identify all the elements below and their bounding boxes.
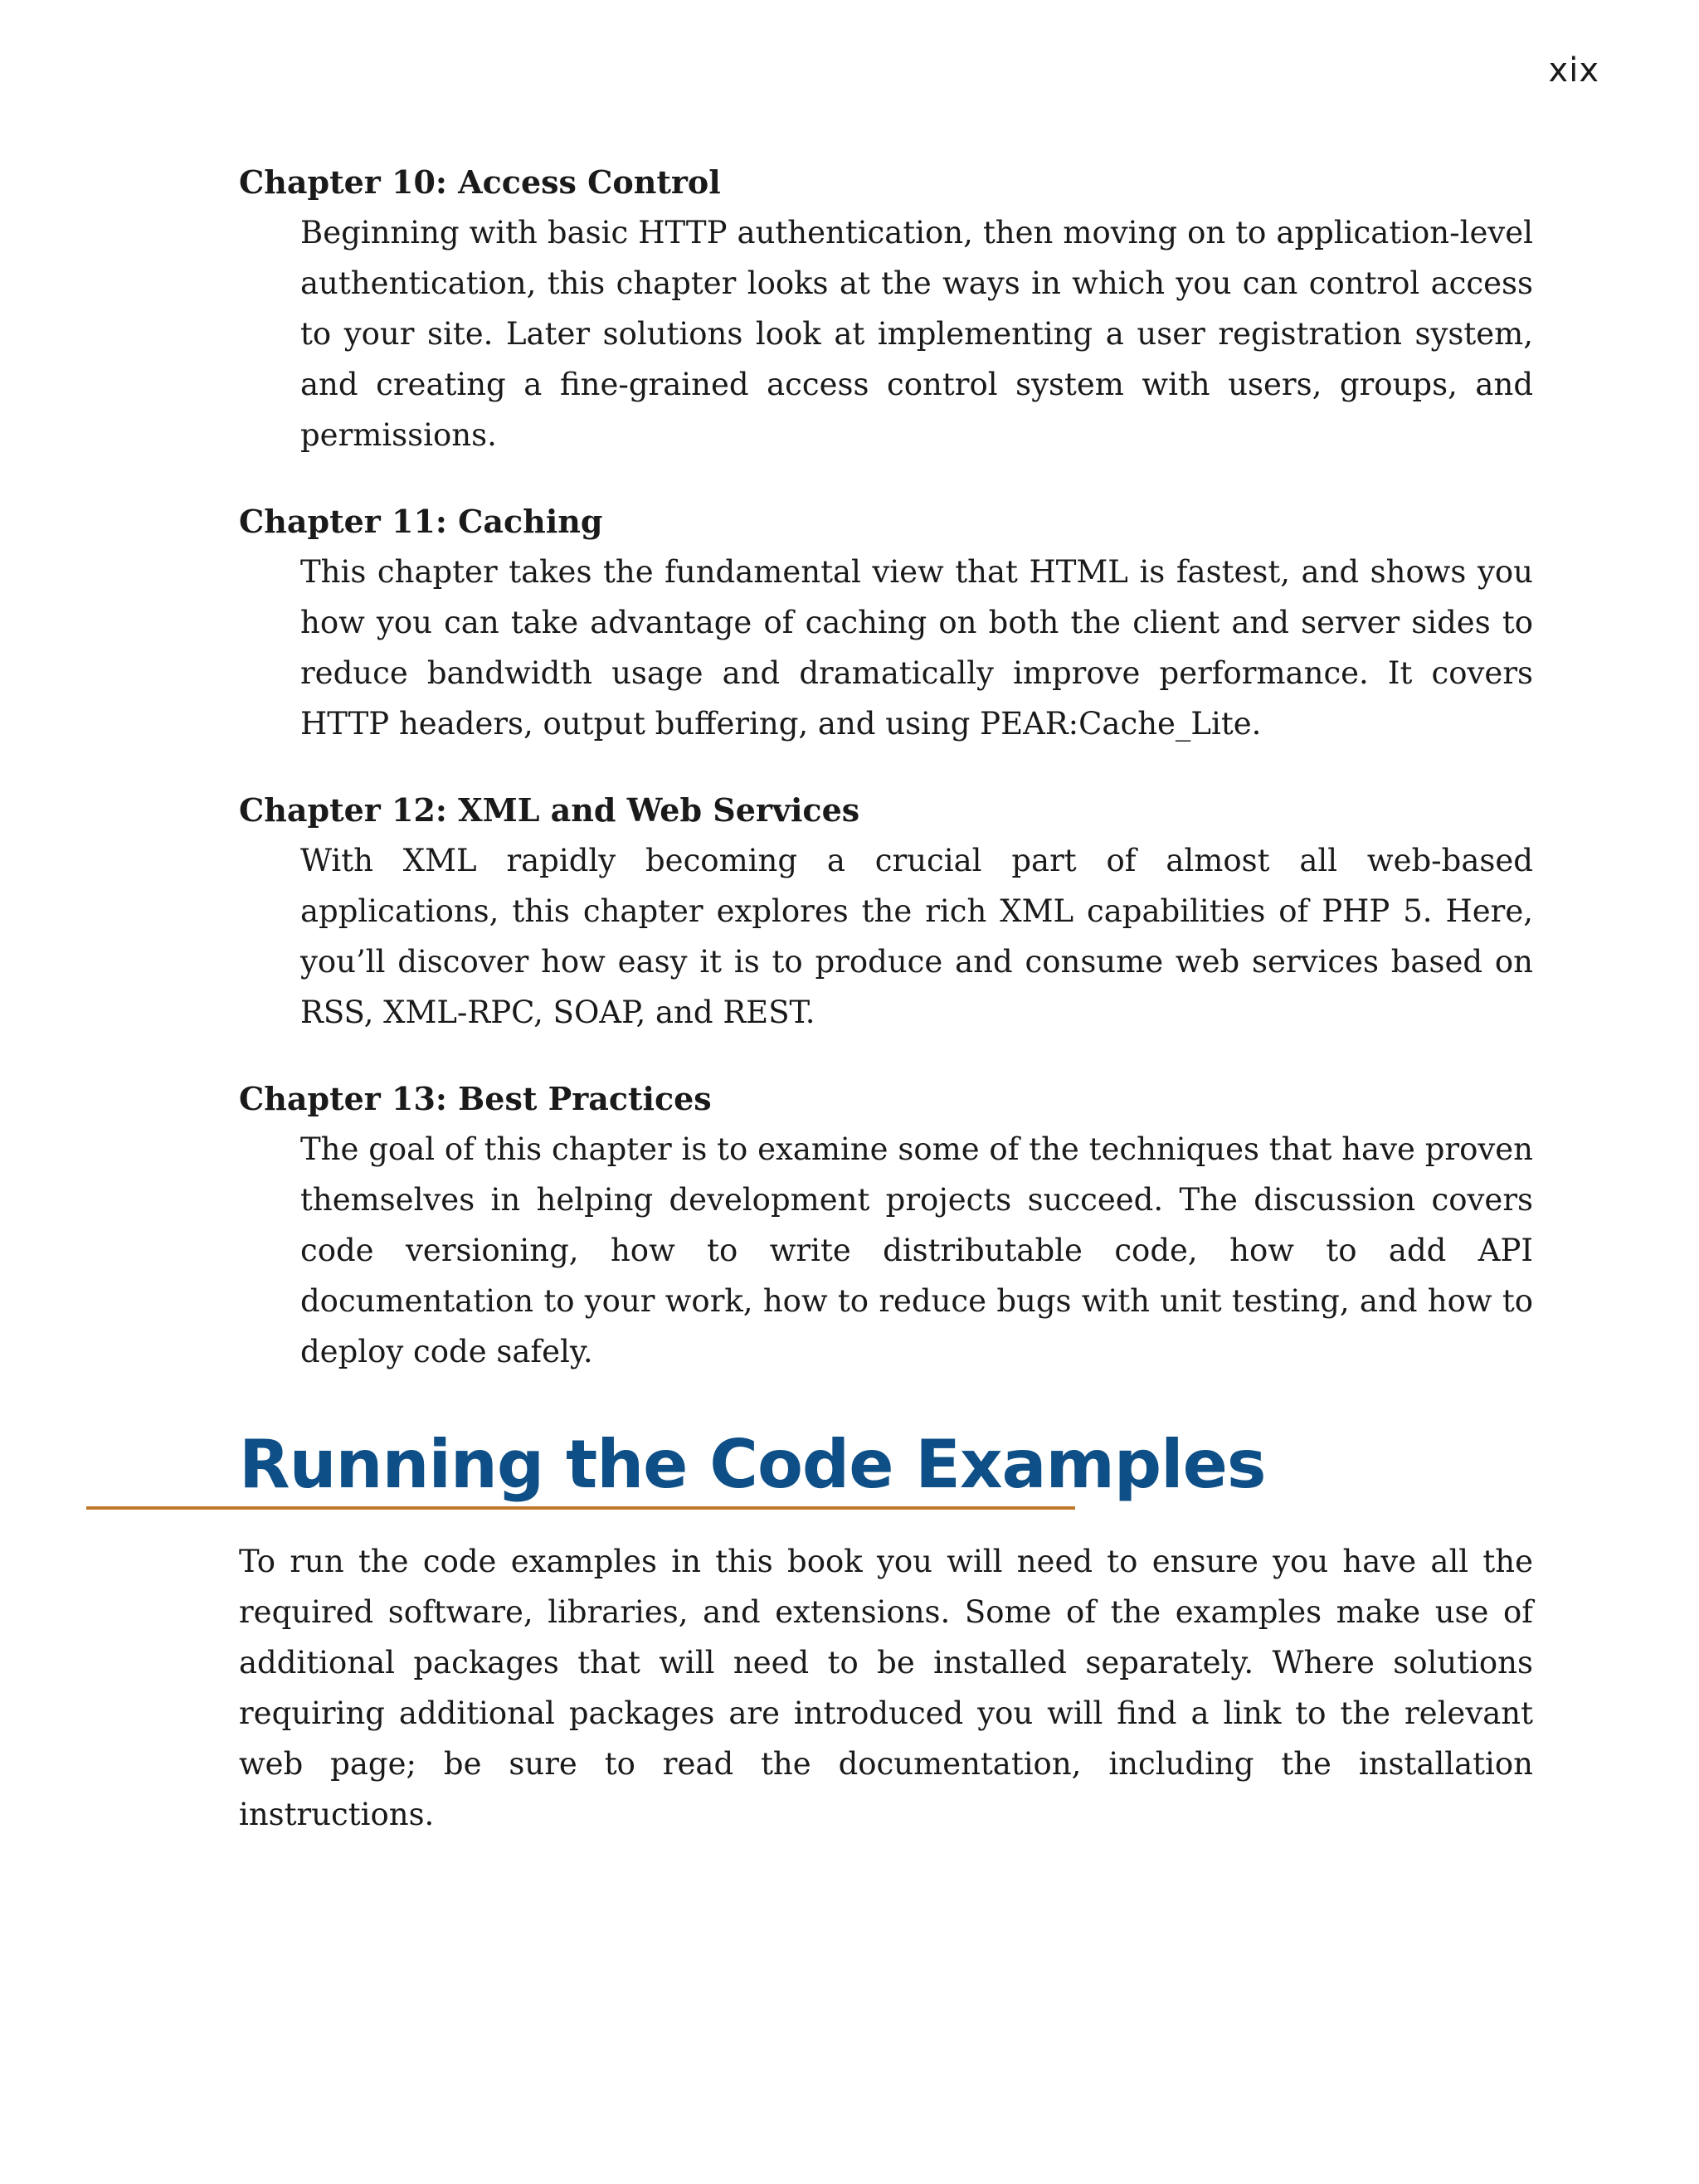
chapter-description: Beginning with basic HTTP authentication, then moving on to application-level authentication, this chapter looks at the ways in which you can control access to your site. Later solutions look at implementing a user registration system, and creating a fine-grained access control system with users, groups, and permissions. xyxy=(300,215,1533,453)
chapter-title: Chapter 10: Access Control xyxy=(239,163,721,201)
chapter-description: This chapter takes the fundamental view that HTML is fastest, and shows you how you can take advantage of caching on both the client and server sides to reduce bandwidth usage and dramatically improve performance. It covers HTTP headers, output buffering, and using PEAR:Cache_Lite. xyxy=(300,554,1533,742)
chapter-title: Chapter 11: Caching xyxy=(239,503,603,540)
page-content xyxy=(239,158,1533,1840)
chapter-entry xyxy=(239,497,1533,749)
page-number: xix xyxy=(1548,51,1599,90)
section-heading: Running the Code Examples xyxy=(239,1426,1266,1503)
heading-underline xyxy=(86,1506,1075,1510)
chapter-description: With XML rapidly becoming a crucial part of almost all web-based applications, this chapter explores the rich XML capabilities of PHP 5. Here, you’ll discover how easy it is to produce and consume web services based on RSS, XML-RPC, SOAP, and REST. xyxy=(300,843,1533,1030)
chapter-title: Chapter 13: Best Practices xyxy=(239,1080,712,1117)
section-header xyxy=(239,1423,1533,1506)
section-body-paragraph: To run the code examples in this book you will need to ensure you have all the required software, libraries, and extensions. Some of the examples make use of additional packages that will need to be installed separately. Where solutions requiring additional packages are introduced you will find a link to the relevant web page; be sure to read the documentation, including the installation instructions. xyxy=(239,1544,1533,1832)
chapter-description: The goal of this chapter is to examine some of the techniques that have proven themselves in helping development projects succeed. The discussion covers code versioning, how to write distributable code, how to add API documentation to your work, how to reduce bugs with unit testing, and how to deploy code safely. xyxy=(300,1131,1533,1369)
chapter-entry xyxy=(239,1074,1533,1377)
chapter-entry xyxy=(239,786,1533,1038)
chapter-title: Chapter 12: XML and Web Services xyxy=(239,791,860,829)
chapter-entry xyxy=(239,158,1533,460)
